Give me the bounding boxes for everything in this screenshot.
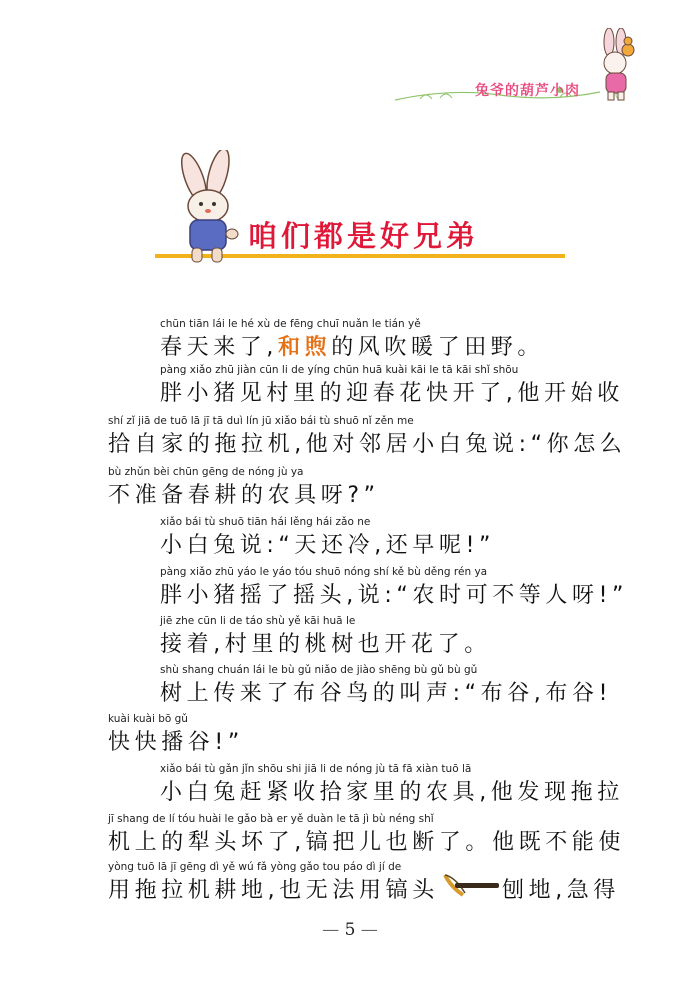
hanzi-line: 接着,村里的桃树也开花了。 [160,632,491,657]
bunny-mascot-icon [168,150,248,270]
hanzi-line: 树上传来了布谷鸟的叫声:“布谷,布谷! [160,681,613,706]
pinyin-line: pàng xiǎo zhū jiàn cūn li de yíng chūn huā kuài kāi le tā kāi shǐ shōu [160,364,519,376]
pinyin-line: chūn tiān lái le hé xù de fēng chuī nuǎn le tián yě [160,318,421,330]
pinyin-line: kuài kuài bō gǔ [108,713,188,725]
pickaxe-icon [441,871,501,901]
highlight-word: 和煦 [278,335,332,360]
hanzi-line: 不准备春耕的农具呀?” [108,483,380,508]
hanzi-line [160,330,544,361]
hanzi-line: 快快播谷!” [108,730,244,755]
hanzi-segment: 的风吹暖了田野。 [331,335,545,360]
page-number: 5 [344,920,356,940]
hanzi-line: 小白兔说:“天还冷,还早呢!” [160,533,496,558]
page-footer: — 5 — [322,920,378,940]
hanzi-segment: 春天来了, [160,335,278,360]
hanzi-line: 胖小猪摇了摇头,说:“农时可不等人呀!” [160,583,629,608]
hanzi-line: 机上的犁头坏了,镐把儿也断了。他既不能使 [108,830,625,855]
pinyin-line: xiǎo bái tù gǎn jǐn shōu shi jiā li de nóng jù tā fā xiàn tuō lā [160,763,472,775]
chapter-title: 咱们都是好兄弟 [248,219,480,253]
pinyin-line: shí zǐ jiā de tuō lā jī tā duì lín jū xiǎo bái tù shuō nǐ zěn me [108,415,414,427]
pinyin-line: jī shang de lí tóu huài le gǎo bà er yě duàn le tā jì bù néng shǐ [108,813,434,825]
chapter-title-block [0,0,700,280]
pinyin-line: yòng tuō lā jī gēng dì yě wú fǎ yòng gǎo tou páo dì jí de [108,861,402,873]
pinyin-line: bù zhǔn bèi chūn gēng de nóng jù ya [108,466,304,478]
hanzi-line: 拾自家的拖拉机,他对邻居小白兔说:“你怎么 [108,432,627,457]
pinyin-line: jiē zhe cūn li de táo shù yě kāi huā le [160,615,356,627]
hanzi-line: 小白兔赶紧收拾家里的农具,他发现拖拉 [160,780,624,805]
hanzi-line-tail: 刨地,急得 [502,878,620,903]
hanzi-line: 用拖拉机耕地,也无法用镐头 [108,878,439,903]
hanzi-line: 胖小猪见村里的迎春花快开了,他开始收 [160,381,624,406]
pinyin-line: shù shang chuán lái le bù gǔ niǎo de jiào shēng bù gǔ bù gǔ [160,664,478,676]
pinyin-line: xiǎo bái tù shuō tiān hái lěng hái zǎo ne [160,516,371,528]
pinyin-line: pàng xiǎo zhū yáo le yáo tóu shuō nóng shí kě bù děng rén ya [160,566,488,578]
series-title: 兔爷的葫芦小肉 [475,83,580,99]
